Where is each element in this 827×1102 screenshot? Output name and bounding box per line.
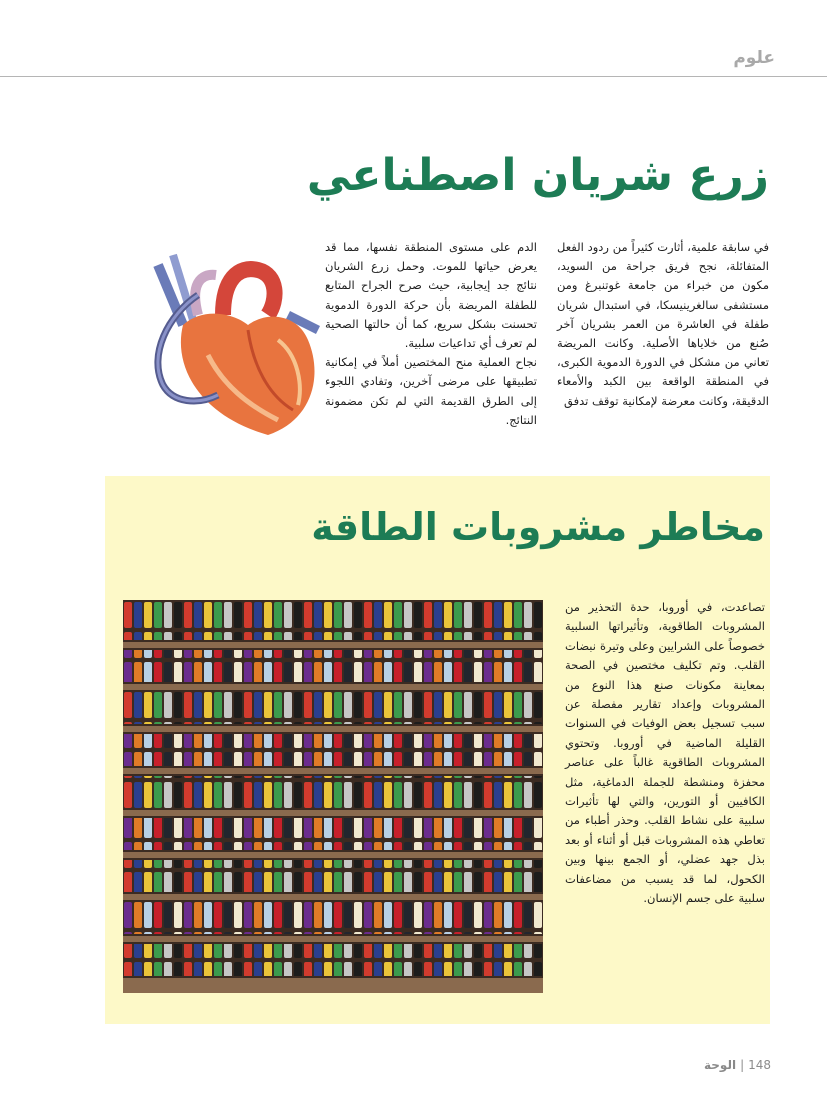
heart-illustration bbox=[128, 245, 328, 445]
section-label: علوم bbox=[733, 48, 775, 68]
article-title-artificial-artery: زرع شريان اصطناعي bbox=[306, 150, 769, 201]
article1-column-left bbox=[325, 238, 537, 430]
article1-paragraph-2: الدم على مستوى المنطقة نفسها، مما قد يعرض حياتها للموت. وحمل زرع الشريان نتائج جد إيجابية، حيث صرح الجراح المتابع للطفلة المريضة بأن حركة الدورة الدموية تحسنت بشكل سريع، كما أن حالتها الصحية لم تعرف أي تداعيات سلبية. bbox=[325, 240, 537, 351]
article1-paragraph-1: في سابقة علمية، أثارت كثيراً من ردود الفعل المتفائلة، نجح فريق جراحة من السويد، مكون من خبراء من جامعة غوتنبرغ ومن مستشفى سالغرينيسكا، في استبدال شريان طفلة في العاشرة من العمر بشريان آخر صُنع من خلاياها الأصلية. وكانت المريضة تعاني من مشكل في الدورة الدموية الكبرى، في المنطقة الواقعة بين الكبد والأمعاء الدقيقة، وكانت معرضة لإمكانية توقف تدفق bbox=[557, 240, 769, 408]
article1-paragraph-3: نجاح العملية منح المختصين أملاً في إمكانية تطبيقها على مرضى آخرين، وتفادي اللجوء إلى الطرق القديمة التي لم تكن مضمونة النتائج. bbox=[325, 355, 537, 427]
page-number: 148 bbox=[748, 1058, 772, 1072]
page-footer bbox=[704, 1058, 771, 1072]
article1-column-right bbox=[557, 238, 769, 411]
article2-paragraph: تصاعدت، في أوروبا، حدة التحذير من المشروبات الطاقوية، وتأثيراتها السلبية خصوصاً على الشرايين وعلى وتيرة نبضات القلب. وتم تكليف مختصين في الصحة بمعاينة مكونات صنع هذا النوع من المشروبات وإعداد تقارير مفصلة عن سبب تسجيل بعض الوفيات في السنوات القليلة الماضية في أوروبا. وتحتوي المشروبات الطاقوية غالباً على عناصر محفزة ومنشطة للجملة الدماغية، مثل الكافيين أو التورين، والتي لها تأثيرات سلبية على نشاط القلب. وحذر أطباء من تعاطي هذه المشروبات قبل أو أثناء أو بعد بذل جهد عضلي، أو الجمع بينها وبين الكحول، لما قد يسبب من مضاعفات سلبية على جسم الإنسان. bbox=[565, 600, 765, 906]
energy-drink-shelves-photo bbox=[123, 600, 543, 993]
header-rule bbox=[0, 76, 827, 77]
article2-column bbox=[565, 598, 765, 909]
article-title-energy-drinks: مخاطر مشروبات الطاقة bbox=[311, 505, 765, 549]
footer-magazine-name: الوحة bbox=[704, 1058, 737, 1072]
footer-separator: | bbox=[740, 1058, 745, 1072]
